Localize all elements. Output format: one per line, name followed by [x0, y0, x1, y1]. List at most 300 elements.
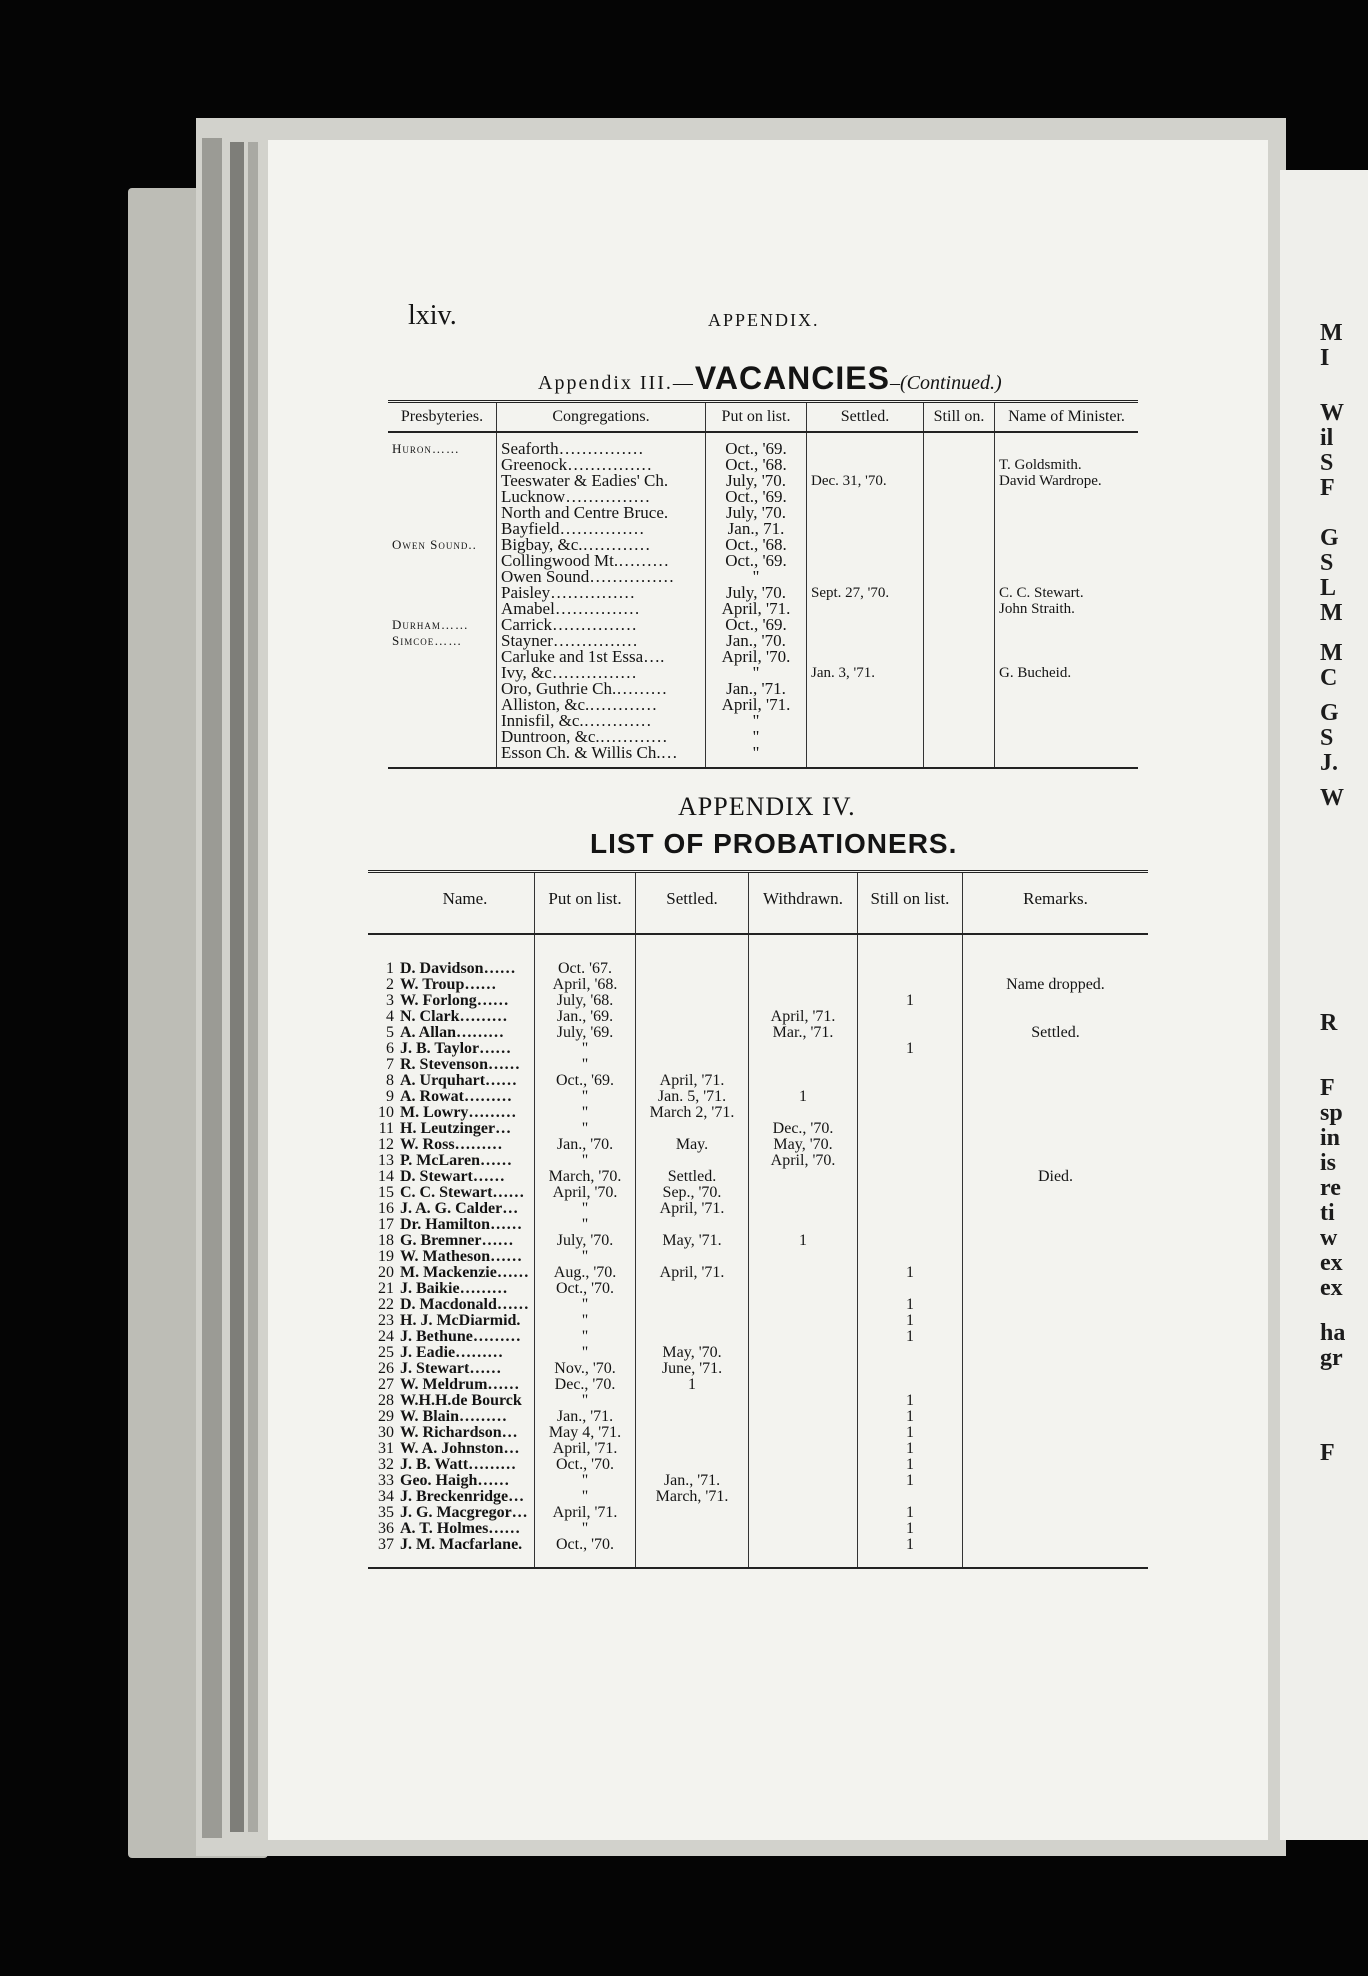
table-row [368, 1377, 1148, 1393]
row-number-cell: 6 [386, 1040, 394, 1057]
settled-cell [636, 1441, 749, 1457]
still-on-list-cell: 1 [858, 1505, 963, 1521]
still-on-list-cell: 1 [858, 1329, 963, 1345]
table-row [368, 993, 1148, 1009]
minister-cell: David Wardrope. [995, 473, 1139, 489]
table-row [368, 1281, 1148, 1297]
put-on-list-cell: July, '69. [535, 1025, 636, 1041]
withdrawn-cell: April, '71. [749, 1009, 858, 1025]
probationers-table [368, 870, 1148, 1569]
settled-cell: Settled. [636, 1169, 749, 1185]
congregation-cell: Duntroon, &c.………… [497, 729, 706, 745]
settled-cell: March, '71. [636, 1489, 749, 1505]
remarks-cell [963, 1313, 1149, 1329]
table-header-row [388, 402, 1138, 433]
still-on-list-cell: 1 [858, 1473, 963, 1489]
row-number-cell: 23 [378, 1312, 394, 1329]
settled-cell: Jan., '71. [636, 1473, 749, 1489]
put-on-list-cell: Oct., '69. [706, 432, 807, 457]
settled-cell [636, 1297, 749, 1313]
remarks-cell [963, 1457, 1149, 1473]
row-number-cell: 14 [378, 1168, 394, 1185]
withdrawn-cell [749, 1521, 858, 1537]
put-on-list-cell: " [535, 1217, 636, 1233]
remarks-cell [963, 1233, 1149, 1249]
settled-cell [807, 617, 924, 633]
table-row [368, 1457, 1148, 1473]
settled-cell: 1 [636, 1377, 749, 1393]
still-on-list-cell [858, 934, 963, 977]
document-page [268, 140, 1268, 1840]
name-cell: W. Matheson…… [400, 1248, 523, 1265]
name-cell: M. Mackenzie…… [400, 1264, 529, 1281]
congregation-cell: Owen Sound…………… [497, 569, 706, 585]
facing-page-fragment: il [1320, 425, 1334, 451]
row-number-cell: 16 [378, 1200, 394, 1217]
name-cell: J. M. Macfarlane. [396, 1537, 535, 1568]
still-on-list-cell: 1 [858, 1393, 963, 1409]
still-on-list-cell [858, 1281, 963, 1297]
presbytery-cell: Huron…… [392, 441, 460, 456]
row-number-cell: 22 [378, 1296, 394, 1313]
still-on-list-cell [858, 1489, 963, 1505]
settled-cell [636, 1393, 749, 1409]
remarks-cell [963, 1489, 1149, 1505]
still-on-list-cell: 1 [858, 1041, 963, 1057]
row-number-cell: 28 [378, 1392, 394, 1409]
congregation-cell: Bigbay, &c.………… [497, 537, 706, 553]
remarks-cell [963, 1153, 1149, 1169]
row-number-cell: 31 [378, 1440, 394, 1457]
put-on-list-cell: Jan., '71. [535, 1409, 636, 1425]
table-row [368, 1153, 1148, 1169]
congregation-cell: Esson Ch. & Willis Ch.… [497, 745, 706, 768]
facing-page-fragment: F [1320, 1075, 1335, 1101]
put-on-list-cell: " [706, 745, 807, 768]
put-on-list-cell: " [706, 729, 807, 745]
put-on-list-cell: " [535, 1057, 636, 1073]
put-on-list-cell: Nov., '70. [535, 1361, 636, 1377]
settled-cell [636, 1537, 749, 1568]
still-on-cell [924, 729, 995, 745]
put-on-list-cell: July, '70. [535, 1233, 636, 1249]
still-on-list-cell [858, 1009, 963, 1025]
facing-page-fragment: F [1320, 1440, 1335, 1466]
still-on-list-cell: 1 [858, 1313, 963, 1329]
minister-cell [995, 713, 1139, 729]
remarks-cell [963, 934, 1149, 977]
row-number-cell: 36 [378, 1520, 394, 1537]
withdrawn-cell [749, 977, 858, 993]
put-on-list-cell: " [535, 1393, 636, 1409]
settled-cell [807, 713, 924, 729]
remarks-cell [963, 1009, 1149, 1025]
row-number-cell: 13 [378, 1152, 394, 1169]
column-header: Name of Minister. [995, 402, 1139, 433]
put-on-list-cell: " [535, 1249, 636, 1265]
put-on-list-cell: " [535, 1041, 636, 1057]
table-row [368, 1185, 1148, 1201]
put-on-list-cell: April, '68. [535, 977, 636, 993]
withdrawn-cell [749, 1249, 858, 1265]
put-on-list-cell: " [706, 713, 807, 729]
settled-cell: April, '71. [636, 1201, 749, 1217]
still-on-list-cell [858, 1377, 963, 1393]
table-row [368, 1489, 1148, 1505]
remarks-cell [963, 1345, 1149, 1361]
facing-page-fragment: is [1320, 1150, 1337, 1176]
still-on-list-cell [858, 1201, 963, 1217]
remarks-cell [963, 1041, 1149, 1057]
put-on-list-cell: " [535, 1105, 636, 1121]
settled-cell [807, 489, 924, 505]
presbytery-cell [388, 521, 497, 537]
remarks-cell [963, 1217, 1149, 1233]
settled-cell [807, 432, 924, 457]
congregation-cell: Alliston, &c.………… [497, 697, 706, 713]
settled-cell [636, 1425, 749, 1441]
still-on-list-cell: 1 [858, 1457, 963, 1473]
congregation-cell: North and Centre Bruce. [497, 505, 706, 521]
row-number-cell: 25 [378, 1344, 394, 1361]
facing-page-fragment: ex [1320, 1275, 1343, 1301]
facing-page-fragment: in [1320, 1125, 1341, 1151]
presbytery-cell [388, 745, 497, 768]
still-on-list-cell: 1 [858, 1521, 963, 1537]
facing-page-fragment: S [1320, 550, 1334, 576]
withdrawn-cell [749, 1313, 858, 1329]
remarks-cell [963, 1265, 1149, 1281]
facing-page-fragment: gr [1320, 1345, 1343, 1371]
congregation-cell: Stayner…………… [497, 633, 706, 649]
settled-cell [636, 1121, 749, 1137]
minister-cell [995, 745, 1139, 768]
still-on-list-cell: 1 [858, 1425, 963, 1441]
facing-page-fragment: W [1320, 400, 1344, 426]
put-on-list-cell: July, '70. [706, 505, 807, 521]
remarks-cell [963, 1505, 1149, 1521]
put-on-list-cell: Jan., '69. [535, 1009, 636, 1025]
remarks-cell [963, 1137, 1149, 1153]
facing-page-fragment: G [1320, 700, 1339, 726]
withdrawn-cell [749, 1361, 858, 1377]
settled-cell [636, 1009, 749, 1025]
withdrawn-cell: April, '70. [749, 1153, 858, 1169]
still-on-list-cell: 1 [858, 1297, 963, 1313]
congregation-cell: Lucknow…………… [497, 489, 706, 505]
table-row [388, 745, 1138, 768]
still-on-list-cell: 1 [858, 1441, 963, 1457]
put-on-list-cell: Oct., '68. [706, 457, 807, 473]
row-number-cell: 15 [378, 1184, 394, 1201]
remarks-cell [963, 1473, 1149, 1489]
still-on-cell [924, 432, 995, 457]
settled-cell [636, 1521, 749, 1537]
column-header: Presbyteries. [388, 402, 497, 433]
still-on-list-cell [858, 1345, 963, 1361]
put-on-list-cell: Oct., '69. [706, 553, 807, 569]
table-row [368, 1137, 1148, 1153]
congregation-cell: Ivy, &c…………… [497, 665, 706, 681]
facing-page-fragment: F [1320, 475, 1335, 501]
row-number-cell: 27 [378, 1376, 394, 1393]
settled-cell [636, 1249, 749, 1265]
facing-page-fragment: I [1320, 345, 1330, 371]
column-header: Put on list. [706, 402, 807, 433]
facing-page-fragment: ha [1320, 1320, 1346, 1346]
settled-cell [807, 601, 924, 617]
still-on-list-cell [858, 1249, 963, 1265]
name-cell: A. Rowat……… [400, 1088, 512, 1105]
facing-page-fragment: J. [1320, 750, 1338, 776]
name-cell: M. Lowry……… [400, 1104, 517, 1121]
settled-cell: Sep., '70. [636, 1185, 749, 1201]
put-on-list-cell: April, '71. [706, 697, 807, 713]
name-cell: A. Urquhart…… [400, 1072, 518, 1089]
minister-cell [995, 537, 1139, 553]
withdrawn-cell [749, 934, 858, 977]
settled-cell [807, 505, 924, 521]
row-number-cell: 7 [386, 1056, 394, 1073]
still-on-cell [924, 457, 995, 473]
appendix-3-title [538, 360, 1002, 397]
table-row [368, 1265, 1148, 1281]
still-on-list-cell [858, 1153, 963, 1169]
settled-cell: Sept. 27, '70. [807, 585, 924, 601]
put-on-list-cell: " [535, 1089, 636, 1105]
name-cell: R. Stevenson…… [400, 1056, 521, 1073]
row-number-cell: 37 [368, 1537, 396, 1568]
table-row [368, 1217, 1148, 1233]
table-row [368, 1313, 1148, 1329]
still-on-list-cell [858, 1185, 963, 1201]
still-on-cell [924, 649, 995, 665]
put-on-list-cell: Aug., '70. [535, 1265, 636, 1281]
minister-cell: John Straith. [995, 601, 1139, 617]
name-cell: Dr. Hamilton…… [400, 1216, 523, 1233]
row-number-cell: 24 [378, 1328, 394, 1345]
presbytery-cell [388, 553, 497, 569]
facing-page-fragment: M [1320, 640, 1343, 666]
withdrawn-cell [749, 1377, 858, 1393]
still-on-cell [924, 697, 995, 713]
name-cell: W. A. Johnston… [400, 1440, 520, 1457]
withdrawn-cell: Dec., '70. [749, 1121, 858, 1137]
presbytery-cell [388, 681, 497, 697]
withdrawn-cell [749, 1201, 858, 1217]
minister-cell: T. Goldsmith. [995, 457, 1139, 473]
withdrawn-cell [749, 993, 858, 1009]
row-number-cell: 33 [378, 1472, 394, 1489]
remarks-cell [963, 1057, 1149, 1073]
congregation-cell: Innisfil, &c.………… [497, 713, 706, 729]
withdrawn-cell [749, 1169, 858, 1185]
facing-page-fragment: re [1320, 1175, 1341, 1201]
withdrawn-cell [749, 1073, 858, 1089]
name-cell: W.H.H.de Bourck [400, 1392, 522, 1409]
minister-cell [995, 432, 1139, 457]
withdrawn-cell [749, 1489, 858, 1505]
settled-cell: March 2, '71. [636, 1105, 749, 1121]
column-header: Congregations. [497, 402, 706, 433]
facing-page-fragment: W [1320, 785, 1344, 811]
remarks-cell: Name dropped. [963, 977, 1149, 993]
minister-cell [995, 633, 1139, 649]
name-cell: H. J. McDiarmid. [400, 1312, 521, 1329]
withdrawn-cell [749, 1345, 858, 1361]
table-row [368, 1025, 1148, 1041]
settled-cell [807, 457, 924, 473]
remarks-cell [963, 993, 1149, 1009]
appendix-4-title: LIST OF PROBATIONERS. [590, 828, 958, 859]
row-number-cell: 34 [378, 1488, 394, 1505]
remarks-cell [963, 1089, 1149, 1105]
congregation-cell: Bayfield…………… [497, 521, 706, 537]
name-cell: J. Breckenridge… [400, 1488, 525, 1505]
put-on-list-cell: " [535, 1121, 636, 1137]
presbytery-cell [388, 713, 497, 729]
facing-page-fragment: L [1320, 575, 1337, 601]
congregation-cell: Seaforth…………… [497, 432, 706, 457]
facing-page-fragment: w [1320, 1225, 1338, 1251]
page-edge [230, 142, 244, 1832]
put-on-list-cell: Jan., '70. [535, 1137, 636, 1153]
appendix-3-prefix: Appendix III.— [538, 372, 695, 394]
still-on-cell [924, 489, 995, 505]
still-on-cell [924, 665, 995, 681]
still-on-cell [924, 745, 995, 768]
row-number-cell: 30 [378, 1424, 394, 1441]
facing-page [1280, 170, 1368, 1840]
still-on-cell [924, 601, 995, 617]
put-on-list-cell: " [706, 665, 807, 681]
table-row [368, 1201, 1148, 1217]
put-on-list-cell: April, '70. [706, 649, 807, 665]
still-on-list-cell [858, 1361, 963, 1377]
name-cell: A. T. Holmes…… [400, 1520, 521, 1537]
still-on-list-cell [858, 1169, 963, 1185]
put-on-list-cell: " [535, 1345, 636, 1361]
congregation-cell: Amabel…………… [497, 601, 706, 617]
still-on-cell [924, 473, 995, 489]
put-on-list-cell: Oct., '69. [706, 489, 807, 505]
put-on-list-cell: " [535, 1473, 636, 1489]
put-on-list-cell: " [535, 1329, 636, 1345]
still-on-list-cell [858, 1089, 963, 1105]
put-on-list-cell: May 4, '71. [535, 1425, 636, 1441]
table-row [368, 1393, 1148, 1409]
settled-cell [636, 1057, 749, 1073]
table-row [368, 1041, 1148, 1057]
still-on-cell [924, 569, 995, 585]
put-on-list-cell: April, '71. [706, 601, 807, 617]
still-on-list-cell [858, 1073, 963, 1089]
settled-cell [636, 1329, 749, 1345]
withdrawn-cell: 1 [749, 1233, 858, 1249]
row-number-cell: 18 [378, 1232, 394, 1249]
put-on-list-cell: " [535, 1153, 636, 1169]
withdrawn-cell [749, 1473, 858, 1489]
put-on-list-cell: July, '70. [706, 585, 807, 601]
remarks-cell: Died. [963, 1169, 1149, 1185]
settled-cell [636, 1025, 749, 1041]
column-header: Put on list. [535, 872, 636, 935]
settled-cell [636, 1409, 749, 1425]
column-header: Withdrawn. [749, 872, 858, 935]
still-on-list-cell [858, 1057, 963, 1073]
row-number-cell: 21 [378, 1280, 394, 1297]
congregation-cell: Collingwood Mt.……… [497, 553, 706, 569]
row-number-cell: 17 [378, 1216, 394, 1233]
table-row [368, 1073, 1148, 1089]
settled-cell [807, 681, 924, 697]
remarks-cell [963, 1073, 1149, 1089]
name-cell: W. Forlong…… [400, 992, 509, 1009]
withdrawn-cell: 1 [749, 1089, 858, 1105]
table-row [368, 1057, 1148, 1073]
settled-cell [636, 993, 749, 1009]
page-number: lxiv. [408, 300, 457, 331]
name-cell: D. Stewart…… [400, 1168, 505, 1185]
still-on-list-cell [858, 1217, 963, 1233]
put-on-list-cell: " [535, 1521, 636, 1537]
row-number-cell: 10 [378, 1104, 394, 1121]
minister-cell [995, 697, 1139, 713]
presbytery-cell [388, 569, 497, 585]
minister-cell: G. Bucheid. [995, 665, 1139, 681]
settled-cell [636, 1457, 749, 1473]
withdrawn-cell [749, 1297, 858, 1313]
table-row [368, 1329, 1148, 1345]
withdrawn-cell [749, 1425, 858, 1441]
settled-cell [636, 1217, 749, 1233]
column-header: Remarks. [963, 872, 1149, 935]
settled-cell [807, 649, 924, 665]
settled-cell: May. [636, 1137, 749, 1153]
withdrawn-cell [749, 1105, 858, 1121]
still-on-list-cell [858, 1233, 963, 1249]
put-on-list-cell: April, '70. [535, 1185, 636, 1201]
name-cell: D. Macdonald…… [400, 1296, 529, 1313]
minister-cell [995, 569, 1139, 585]
name-cell: D. Davidson…… [400, 960, 516, 977]
put-on-list-cell: April, '71. [535, 1505, 636, 1521]
name-cell: C. C. Stewart…… [400, 1184, 525, 1201]
row-number-cell: 12 [378, 1136, 394, 1153]
still-on-list-cell [858, 1121, 963, 1137]
minister-cell [995, 489, 1139, 505]
still-on-list-cell: 1 [858, 1265, 963, 1281]
remarks-cell [963, 1329, 1149, 1345]
remarks-cell [963, 1281, 1149, 1297]
remarks-cell [963, 1297, 1149, 1313]
name-cell: W. Richardson… [400, 1424, 518, 1441]
name-cell: W. Troup…… [400, 976, 497, 993]
withdrawn-cell [749, 1057, 858, 1073]
presbytery-cell: Owen Sound.. [392, 537, 477, 552]
presbytery-cell: Durham…… [392, 617, 469, 632]
settled-cell [636, 1281, 749, 1297]
withdrawn-cell: May, '70. [749, 1137, 858, 1153]
settled-cell: April, '71. [636, 1073, 749, 1089]
appendix-4-heading: APPENDIX IV. [678, 792, 856, 821]
congregation-cell: Oro, Guthrie Ch.……… [497, 681, 706, 697]
column-header: Name. [396, 872, 535, 935]
still-on-list-cell: 1 [858, 1537, 963, 1568]
withdrawn-cell [749, 1281, 858, 1297]
congregation-cell: Greenock…………… [497, 457, 706, 473]
put-on-list-cell: July, '68. [535, 993, 636, 1009]
